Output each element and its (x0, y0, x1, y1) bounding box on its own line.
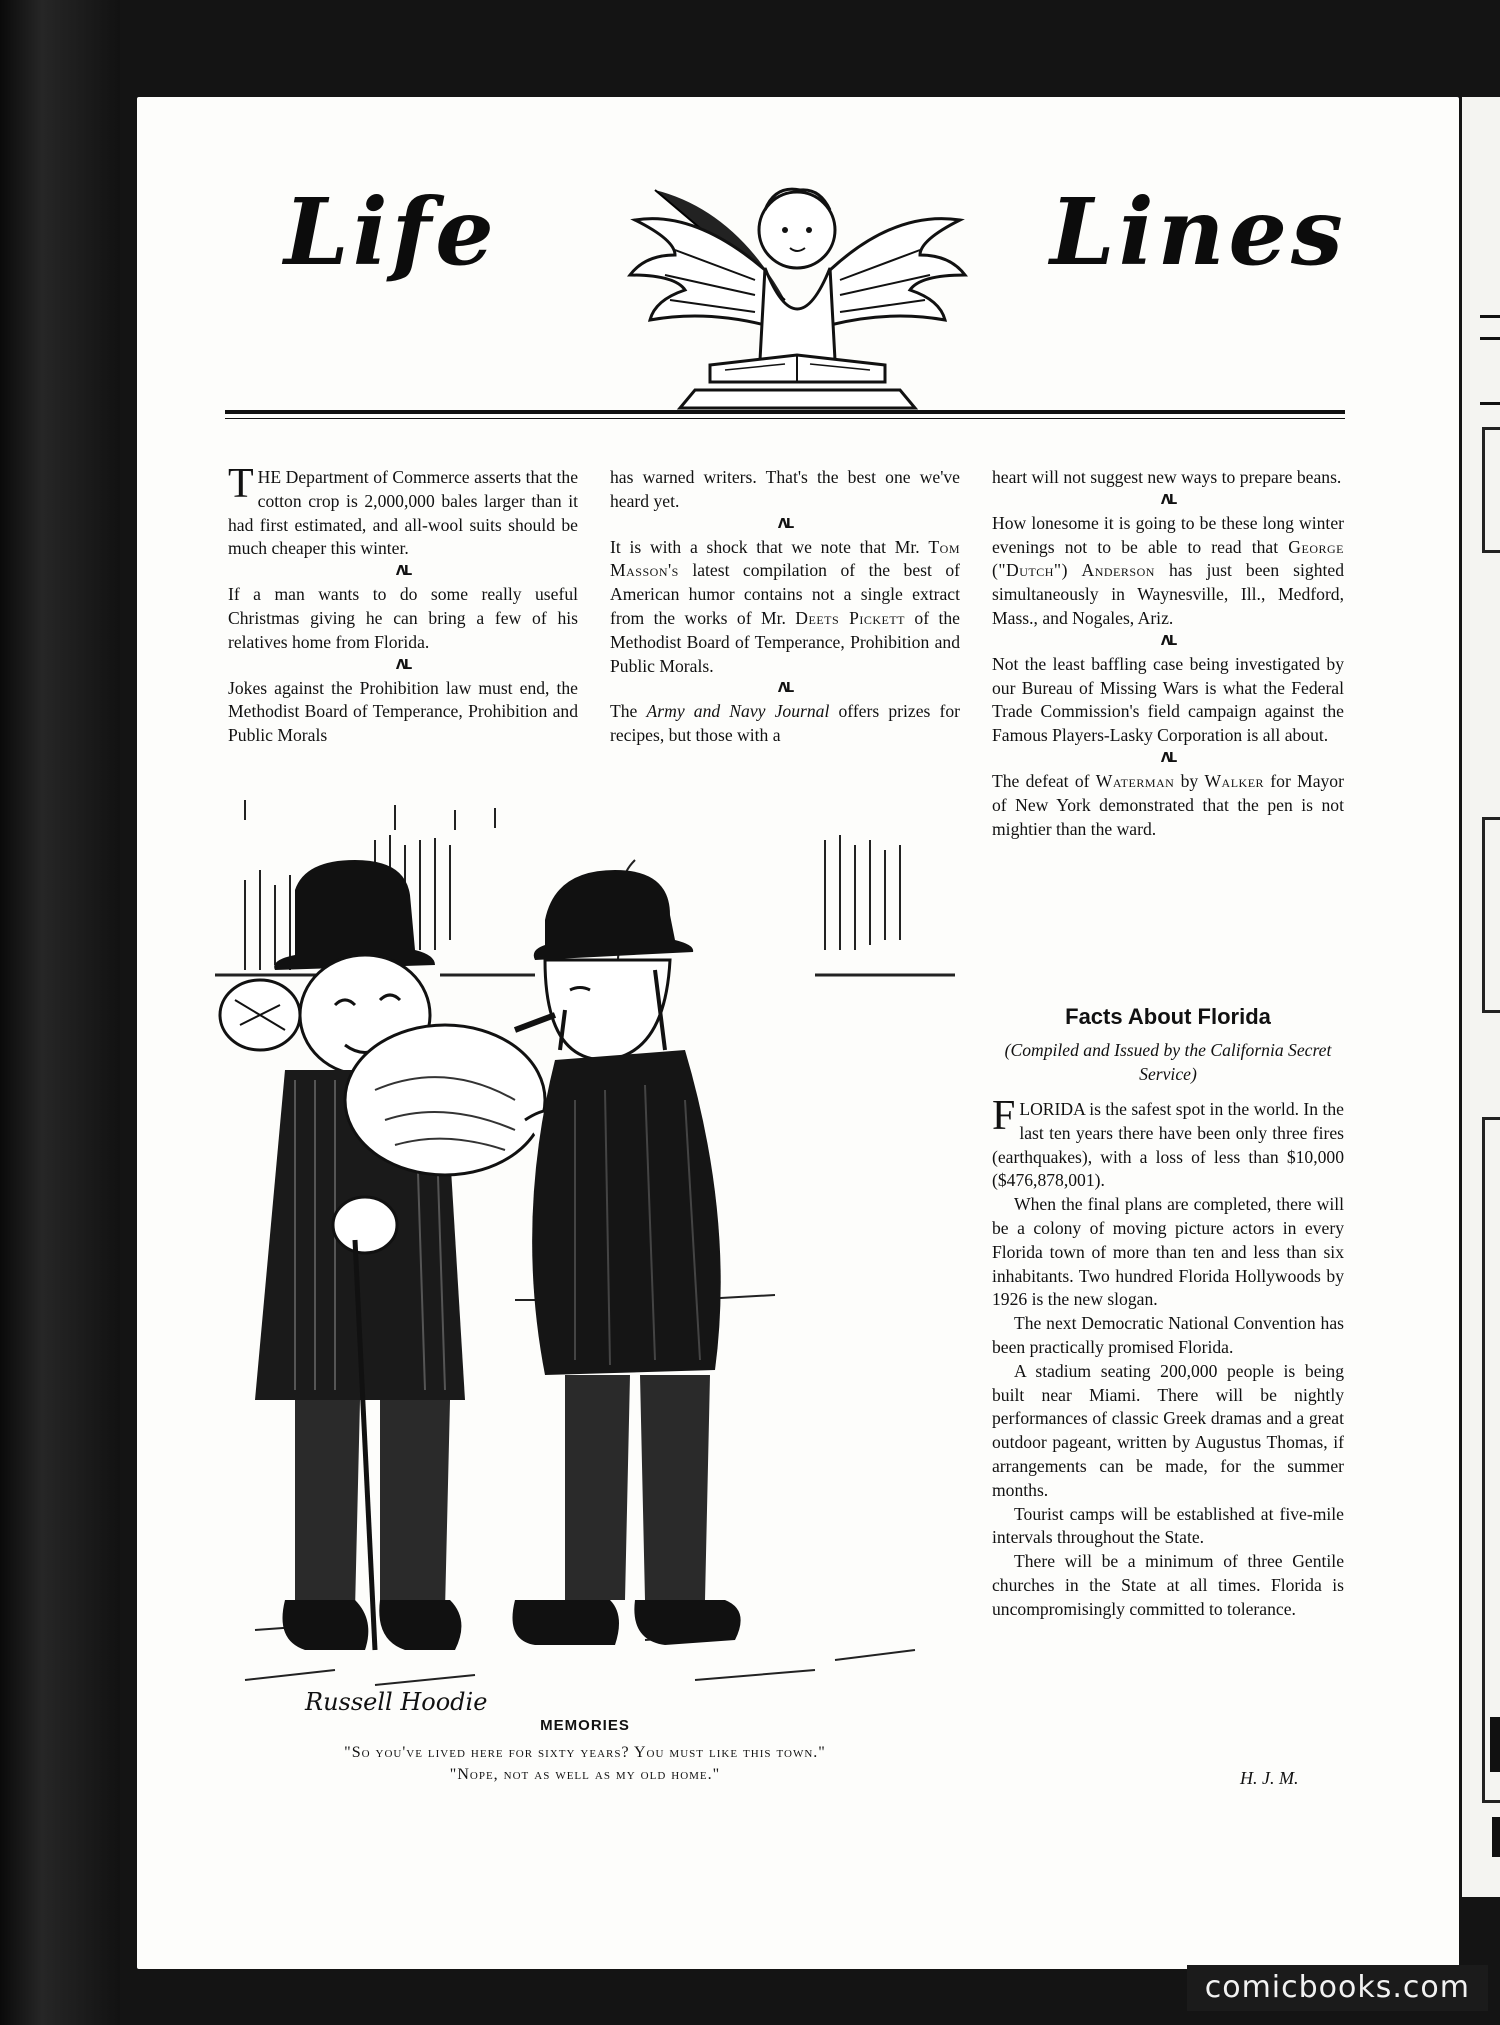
paragraph: The next Democratic National Convention has been practically promised Florida. (992, 1313, 1344, 1357)
paragraph: Tourist camps will be established at five-mile intervals throughout the State. (992, 1503, 1344, 1548)
young-man-figure (513, 870, 741, 1645)
paragraph: There will be a minimum of three Gentile churches in the State at all times. Florida is uncompromisingly committed to tolerance. (992, 1551, 1344, 1619)
masthead-rule-thin (225, 418, 1345, 419)
separator-ornament: ɅL (777, 681, 793, 697)
paragraph (992, 770, 1344, 841)
text-column-2 (610, 466, 960, 748)
paragraph: Jokes against the Prohibition law must end, the Methodist Board of Temperance, Prohibition and Public Morals (228, 677, 578, 746)
separator-ornament: ɅL (1160, 750, 1176, 766)
paragraph-text: HE Department of Commerce asserts that the cotton crop is 2,000,000 bales larger than it had first estimated, and all-wool suits should be much cheaper this winter. (228, 467, 578, 559)
text-run: by (1180, 770, 1199, 791)
text-run: The defeat of (992, 770, 1090, 791)
text-run: How lonesome it is going to be these long winter evenings not to be able to read that (992, 512, 1344, 557)
paragraph (228, 461, 578, 561)
person-name: Walker (1204, 770, 1265, 791)
masthead-rule (225, 410, 1345, 414)
adjacent-page-edge (1462, 97, 1500, 1897)
masthead-title-right: Lines (1050, 178, 1347, 286)
paragraph (992, 512, 1344, 631)
text-run: has just been sighted simultaneously in Waynesville, Ill., Medford, Mass., and Nogales, Ariz. (992, 560, 1344, 628)
paragraph-text: LORIDA is the safest spot in the world. In the last ten years there have been only three fires (earthquakes), with a loss of less than $10,000 ($476,878,001). (992, 1099, 1344, 1191)
section-heading: Facts About Florida (1065, 1004, 1271, 1029)
text-run: offers prizes for recipes, but those with a (610, 701, 961, 746)
text-run: The (610, 701, 638, 722)
text-run: It is with a shock that we note that Mr. (610, 536, 920, 557)
text-run: of the Methodist Board of Temperance, Prohibition and Public Morals. (610, 607, 960, 676)
cartoon-illustration (215, 800, 955, 1730)
paragraph: Not the least baffling case being investigated by our Bureau of Missing Wars is what the Federal Trade Commission's field campaign against the Famous Players-Lasky Corporation is all about. (992, 653, 1344, 746)
paragraph: heart will not suggest new ways to prepare beans. (992, 467, 1342, 487)
person-name: Deets Pickett (795, 607, 906, 628)
paragraph (610, 536, 960, 679)
section-subheading: (Compiled and Issued by the California Secret Service) (1004, 1040, 1332, 1084)
paragraph (610, 700, 960, 748)
cherub-emblem (615, 150, 975, 435)
person-name: Tom Masson's (610, 536, 960, 581)
separator-ornament: ɅL (395, 657, 411, 673)
cartoon-caption-line: "So you've lived here for sixty years? You must like this town." (344, 1744, 826, 1761)
separator-ornament: ɅL (1160, 492, 1176, 508)
drop-cap: T (228, 461, 254, 507)
text-run: for Mayor of New York demonstrated that the pen is not mightier than the ward. (992, 770, 1344, 839)
scan-border (0, 0, 120, 2025)
masthead-title-left: Life (284, 178, 498, 286)
paragraph: If a man wants to do some really useful Christmas giving he can bring a few of his relatives home from Florida. (228, 584, 578, 652)
text-column-3 (992, 466, 1344, 841)
separator-ornament: ɅL (395, 564, 411, 580)
paragraph: When the final plans are completed, there will be a colony of moving picture actors in every Florida town of more than ten and less than six inhabitants. Two hundred Florida Hollywoods by 1926 is the new slogan. (992, 1194, 1344, 1310)
person-name: Waterman (1095, 770, 1175, 791)
paragraph: A stadium seating 200,000 people is being built near Miami. There will be nightly performances of classic Greek dramas and a great outdoor pageant, written by Augustus Thomas, if arrangements can be made, for the summer months. (992, 1360, 1344, 1500)
separator-ornament: ɅL (777, 516, 793, 532)
person-name: George ("Dutch") Anderson (992, 536, 1344, 581)
publication-title: Army and Navy Journal (646, 701, 830, 722)
artist-signature: Russell Hoodie (305, 1688, 488, 1716)
cartoon-title: MEMORIES (540, 1717, 630, 1734)
paragraph: has warned writers. That's the best one we've heard yet. (610, 467, 960, 511)
text-column-1 (228, 461, 578, 748)
facts-column (992, 1093, 1344, 1622)
site-watermark: comicbooks.com (1187, 1965, 1488, 2011)
cartoon-caption-line: "Nope, not as well as my old home." (449, 1766, 721, 1783)
separator-ornament: ɅL (1160, 633, 1176, 649)
old-man-figure (220, 860, 571, 1650)
paragraph (992, 1093, 1344, 1193)
text-run: latest compilation of the best of American humor contains not a single extract from the works of Mr. (610, 560, 961, 628)
author-initials: H. J. M. (1240, 1768, 1299, 1788)
drop-cap: F (992, 1093, 1016, 1139)
